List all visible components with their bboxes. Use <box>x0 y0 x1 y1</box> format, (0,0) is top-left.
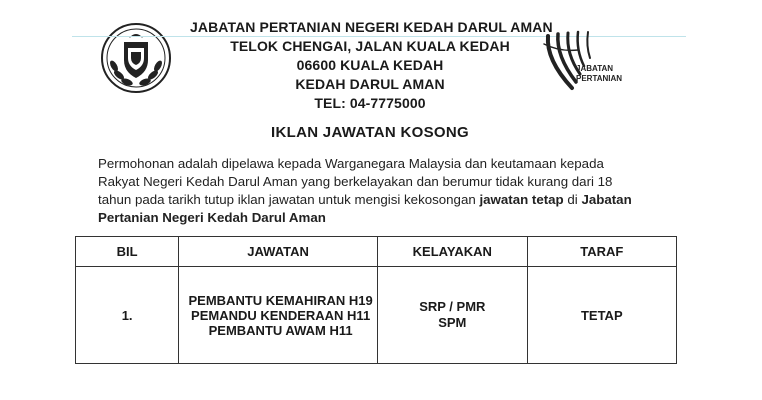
address-line-1: TELOK CHENGAI, JALAN KUALA KEDAH <box>230 38 510 54</box>
table-row <box>76 267 677 364</box>
header-kelayakan: KELAYAKAN <box>377 237 527 267</box>
header-bil: BIL <box>76 237 179 267</box>
table-header-row <box>76 237 677 267</box>
paragraph-connector: di <box>563 192 582 207</box>
logo-text-2: PERTANIAN <box>576 74 623 83</box>
paragraph-bold-permanent: jawatan tetap <box>479 192 564 207</box>
cell-taraf: TETAP <box>527 267 676 364</box>
address-line-2: 06600 KUALA KEDAH <box>296 57 444 73</box>
paragraph-bold-department: Jabatan Pertanian Negeri Kedah Darul Aman <box>98 192 632 225</box>
paragraph-text: Permohonan adalah dipelawa kepada Warganegara Malaysia dan keutamaan kepada Rakyat Negeri Kedah Darul Aman yang berkelayakan dan berumur tidak kurang dari 18 tahun pada tarikh tutup iklan jawatan untuk mengisi kekosongan <box>98 156 613 207</box>
qualification-1: SRP / PMR <box>419 299 486 314</box>
logo-text-1: JABATAN <box>576 64 614 73</box>
cell-bil: 1. <box>76 267 179 364</box>
position-2: PEMANDU KENDERAAN H11 <box>191 307 371 323</box>
letterhead <box>190 18 553 113</box>
position-3: PEMBANTU AWAM H11 <box>208 322 353 338</box>
cell-kelayakan <box>377 267 527 364</box>
advertisement-paragraph <box>98 155 643 227</box>
vacancy-table <box>75 236 677 364</box>
header-taraf: TARAF <box>527 237 676 267</box>
address-line-3: KEDAH DARUL AMAN <box>295 76 445 92</box>
kedah-crest-icon <box>100 22 172 94</box>
org-name: JABATAN PERTANIAN NEGERI KEDAH DARUL AMAN <box>190 19 553 35</box>
jabatan-pertanian-logo <box>538 26 634 98</box>
phone-number: TEL: 04-7775000 <box>314 95 426 111</box>
position-1: PEMBANTU KEMAHIRAN H19 <box>188 292 373 308</box>
cell-jawatan <box>179 267 378 364</box>
qualification-2: SPM <box>438 315 467 330</box>
page-title: IKLAN JAWATAN KOSONG <box>271 124 469 141</box>
header-jawatan: JAWATAN <box>179 237 378 267</box>
